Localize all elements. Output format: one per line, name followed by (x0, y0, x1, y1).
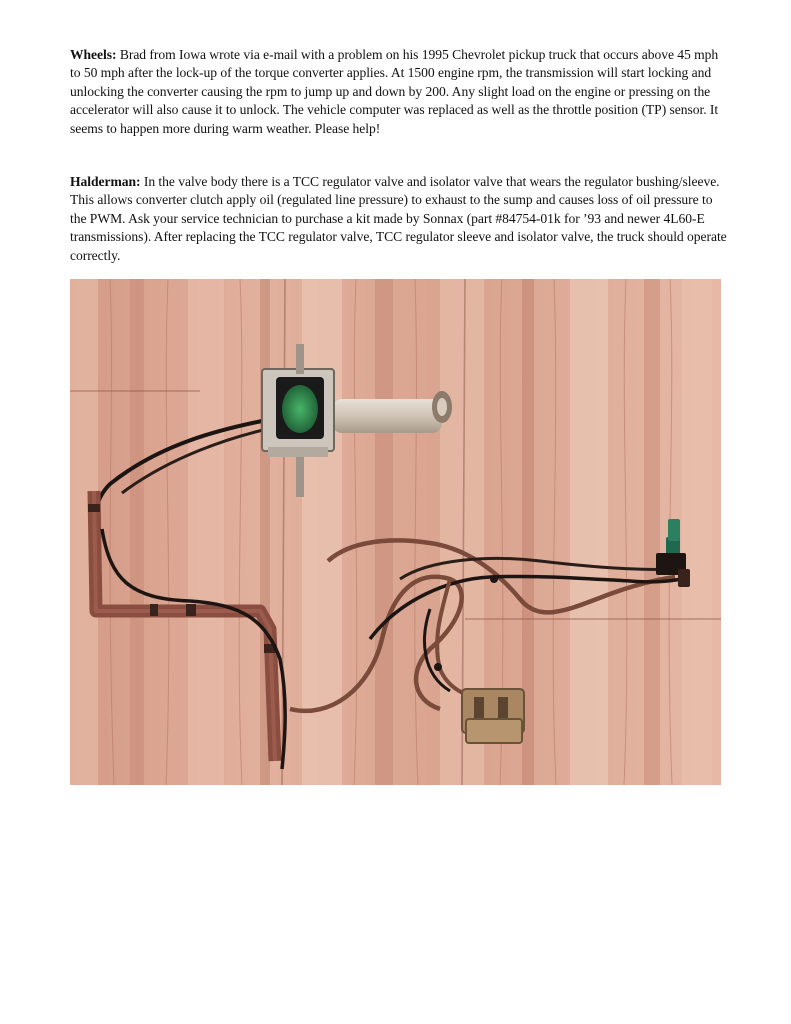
paragraph-text-halderman: In the valve body there is a TCC regulator valve and isolator valve that wears the regulator bushing/sleeve. This allows converter clutch apply oil (regulated line pressure) to exhaust to the sump and causes loss of oil pressure to the PWM. Ask your service technician to purchase a kit made by Sonnax (part #84754-01k for ’93 and newer 4L60-E transmissions). After replacing the TCC regulator valve, TCC regulator sleeve and isolator valve, the truck should operate correctly. (70, 174, 727, 263)
bracket-clip-3 (186, 604, 196, 616)
solenoid-top-tab (296, 344, 304, 374)
bracket-clip-2 (150, 604, 158, 616)
solenoid-base-plate (268, 447, 328, 457)
tan-connector (462, 689, 524, 743)
paragraph-text-wheels: Brad from Iowa wrote via e-mail with a problem on his 1995 Chevrolet pickup truck that occurs above 45 mph to 50 mph after the lock-up of the torque converter applies. At 1500 engine rpm, the transmission will start locking and unlocking the converter causing the rpm to jump up and down by 200. Any slight load on the engine or pressing on the accelerator will also cause it to unlock. The vehicle computer was replaced as well as the throttle position (TP) sensor. It seems to happen more during warm weather. Please help! (70, 47, 719, 136)
paragraph-lead-halderman: Halderman: (70, 174, 141, 189)
bracket-clip-1 (88, 504, 100, 512)
solenoid-shaft (332, 399, 442, 433)
paragraph-halderman (70, 173, 730, 265)
paragraph-wheels (70, 46, 730, 138)
tcc-solenoid-illustration (70, 279, 721, 785)
paragraph-lead-wheels: Wheels: (70, 47, 117, 62)
wire-tie-1 (490, 575, 498, 583)
tcc-solenoid-photo (70, 279, 721, 785)
wire-tie-2 (434, 663, 442, 671)
solenoid-coil (282, 385, 318, 433)
